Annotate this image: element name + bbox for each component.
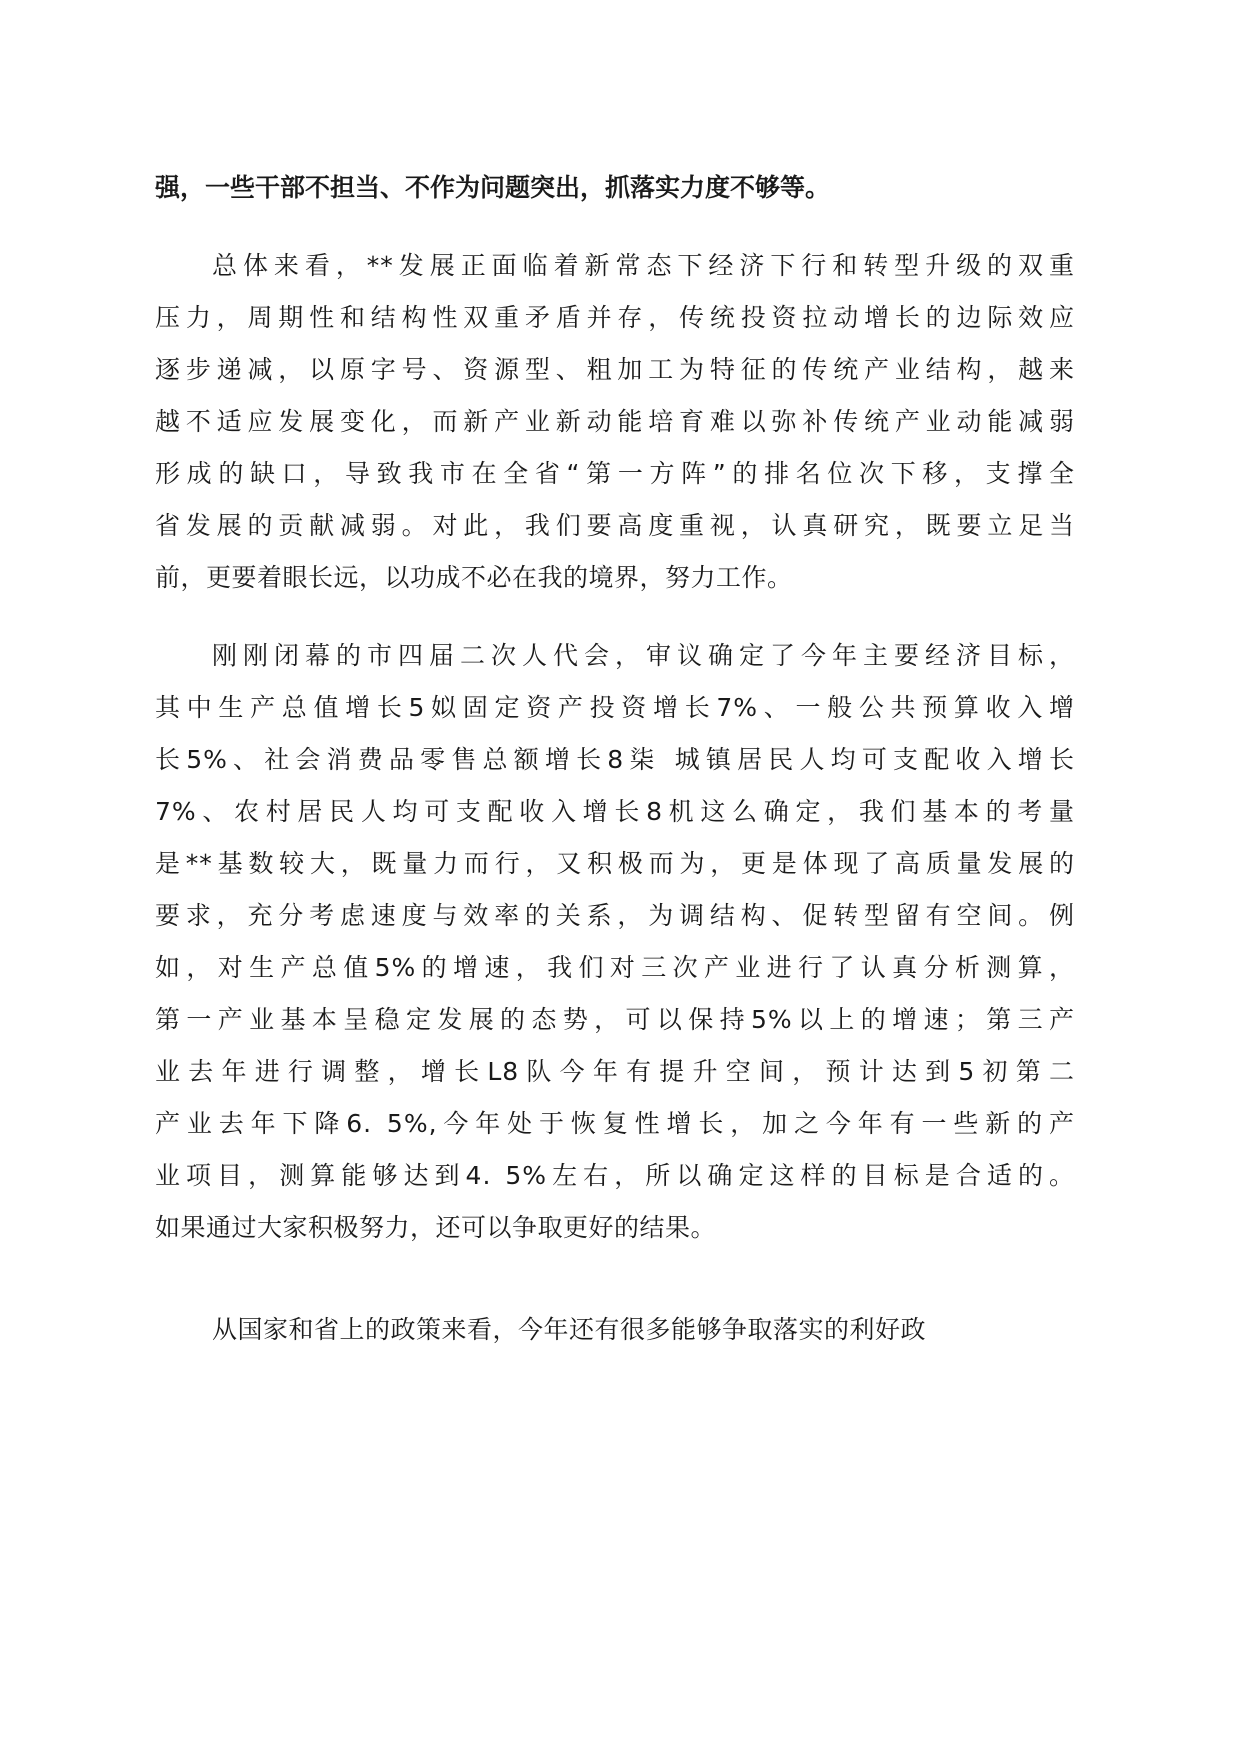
text-line: 业项目，测算能够达到4. 5%左右，所以确定这样的目标是合适的。 xyxy=(155,1161,1075,1190)
text-line: 业去年进行调整，增长L8队今年有提升空间，预计达到5初第二 xyxy=(155,1057,1075,1086)
text-line: 刚刚闭幕的市四届二次人代会，审议确定了今年主要经济目标， xyxy=(212,641,1075,670)
text-line: 总体来看，**发展正面临着新常态下经济下行和转型升级的双重 xyxy=(212,251,1075,280)
text-line: 第一产业基本呈稳定发展的态势，可以保持5%以上的增速；第三产 xyxy=(155,1005,1075,1034)
text-line: 其中生产总值增长5姒固定资产投资增长7%、一般公共预算收入增 xyxy=(155,693,1075,722)
text-line: 产业去年下降6. 5%,今年处于恢复性增长，加之今年有一些新的产 xyxy=(155,1109,1075,1138)
text-line: 强，一些干部不担当、不作为问题突出，抓落实力度不够等。 xyxy=(155,173,831,202)
text-line: 如果通过大家积极努力，还可以争取更好的结果。 xyxy=(155,1213,717,1242)
text-line: 从国家和省上的政策来看，今年还有很多能够争取落实的利好政 xyxy=(212,1315,927,1344)
text-line: 长5%、社会消费品零售总额增长8柒 城镇居民人均可支配收入增长 xyxy=(155,745,1075,774)
text-line: 要求，充分考虑速度与效率的关系，为调结构、促转型留有空间。例 xyxy=(155,901,1075,930)
text-line: 形成的缺口，导致我市在全省“第一方阵”的排名位次下移，支撑全 xyxy=(155,459,1075,488)
text-line: 7%、农村居民人均可支配收入增长8机这么确定，我们基本的考量 xyxy=(155,797,1075,826)
text-line: 是**基数较大，既量力而行，又积极而为，更是体现了高质量发展的 xyxy=(155,849,1075,878)
text-line: 越不适应发展变化，而新产业新动能培育难以弥补传统产业动能减弱 xyxy=(155,407,1075,436)
text-line: 省发展的贡献减弱。对此，我们要高度重视，认真研究，既要立足当 xyxy=(155,511,1075,540)
text-line: 逐步递减，以原字号、资源型、粗加工为特征的传统产业结构，越来 xyxy=(155,355,1075,384)
text-line: 如，对生产总值5%的增速，我们对三次产业进行了认真分析测算， xyxy=(155,953,1075,982)
text-line: 压力，周期性和结构性双重矛盾并存，传统投资拉动增长的边际效应 xyxy=(155,303,1075,332)
text-line: 前，更要着眼长远，以功成不必在我的境界，努力工作。 xyxy=(155,563,793,592)
